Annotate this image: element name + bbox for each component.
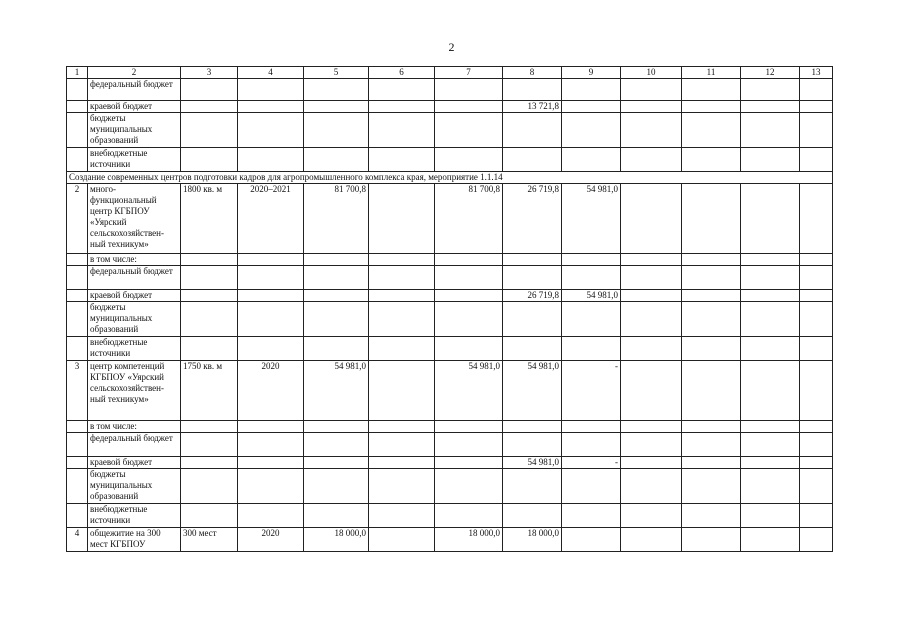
amount-cell	[503, 337, 562, 361]
table-cell	[682, 254, 741, 266]
item-name-cell: федеральный бюджет	[88, 266, 181, 290]
table-row	[67, 290, 833, 302]
table-cell	[181, 254, 238, 266]
amount-cell: 54 981,0	[562, 184, 621, 254]
table-cell	[682, 302, 741, 337]
item-name-cell: много-функциональный центр КГБПОУ «Уярский сельскохозяйствен-ный техникум»	[88, 184, 181, 254]
table-row	[67, 504, 833, 528]
period-cell	[238, 421, 304, 433]
period-cell	[238, 266, 304, 290]
table-cell	[741, 337, 800, 361]
row-number-cell	[67, 504, 88, 528]
amount-cell	[503, 421, 562, 433]
table-cell	[800, 79, 833, 101]
amount-cell	[435, 148, 503, 172]
column-number-cell: 11	[682, 67, 741, 79]
table-cell	[621, 113, 682, 148]
item-name-cell: краевой бюджет	[88, 101, 181, 113]
table-cell	[181, 433, 238, 457]
table-cell	[181, 504, 238, 528]
amount-cell	[503, 266, 562, 290]
table-cell	[800, 421, 833, 433]
section-row	[67, 172, 833, 184]
table-cell	[800, 504, 833, 528]
table-cell	[741, 254, 800, 266]
table-cell	[369, 421, 435, 433]
item-name-cell: федеральный бюджет	[88, 433, 181, 457]
amount-cell: 26 719,8	[503, 290, 562, 302]
table-cell: 1750 кв. м	[181, 361, 238, 421]
table-cell	[741, 148, 800, 172]
period-cell: 2020–2021	[238, 184, 304, 254]
period-cell: 2020	[238, 528, 304, 552]
table-cell	[682, 148, 741, 172]
amount-cell	[562, 302, 621, 337]
table-cell	[682, 421, 741, 433]
amount-cell: 18 000,0	[503, 528, 562, 552]
table-cell	[741, 79, 800, 101]
amount-cell: 18 000,0	[435, 528, 503, 552]
table-cell	[682, 528, 741, 552]
table-cell	[800, 148, 833, 172]
table-cell	[369, 528, 435, 552]
table-row	[67, 254, 833, 266]
table-cell	[682, 337, 741, 361]
table-cell	[621, 469, 682, 504]
amount-cell	[503, 79, 562, 101]
amount-cell	[562, 528, 621, 552]
period-cell	[238, 302, 304, 337]
table-cell	[800, 469, 833, 504]
amount-cell	[435, 266, 503, 290]
table-cell	[369, 504, 435, 528]
amount-cell	[435, 433, 503, 457]
table-cell	[369, 457, 435, 469]
amount-cell	[562, 421, 621, 433]
table-cell	[800, 254, 833, 266]
table-cell	[741, 290, 800, 302]
table-cell	[682, 290, 741, 302]
table-cell	[800, 457, 833, 469]
column-number-cell: 3	[181, 67, 238, 79]
table-cell	[369, 101, 435, 113]
amount-cell	[503, 504, 562, 528]
table-cell	[369, 254, 435, 266]
budget-table	[66, 66, 833, 552]
column-number-cell: 13	[800, 67, 833, 79]
amount-cell	[562, 504, 621, 528]
table-row	[67, 302, 833, 337]
row-number-cell	[67, 79, 88, 101]
period-cell	[238, 457, 304, 469]
table-row	[67, 361, 833, 421]
item-name-cell: в том числе:	[88, 254, 181, 266]
table-cell	[800, 528, 833, 552]
table-cell	[621, 266, 682, 290]
amount-cell	[562, 266, 621, 290]
table-cell	[800, 361, 833, 421]
table-cell	[369, 113, 435, 148]
table-cell	[621, 457, 682, 469]
row-number-cell: 4	[67, 528, 88, 552]
table-cell	[181, 469, 238, 504]
row-number-cell	[67, 101, 88, 113]
amount-cell	[503, 469, 562, 504]
amount-cell: -	[562, 457, 621, 469]
period-cell	[238, 433, 304, 457]
row-number-cell	[67, 433, 88, 457]
amount-cell	[304, 148, 369, 172]
item-name-cell: внебюджетные источники	[88, 337, 181, 361]
item-name-cell: бюджеты муниципальных образований	[88, 302, 181, 337]
row-number-cell	[67, 148, 88, 172]
column-number-cell: 9	[562, 67, 621, 79]
table-cell	[800, 302, 833, 337]
table-cell	[741, 421, 800, 433]
table-row	[67, 337, 833, 361]
period-cell	[238, 79, 304, 101]
amount-cell	[304, 302, 369, 337]
row-number-cell: 2	[67, 184, 88, 254]
item-name-cell: бюджеты муниципальных образований	[88, 113, 181, 148]
amount-cell	[435, 469, 503, 504]
amount-cell	[503, 113, 562, 148]
table-cell	[621, 528, 682, 552]
table-cell	[621, 504, 682, 528]
column-number-cell: 6	[369, 67, 435, 79]
table-cell	[682, 113, 741, 148]
column-number-cell: 12	[741, 67, 800, 79]
table-cell	[621, 337, 682, 361]
amount-cell	[435, 101, 503, 113]
amount-cell	[562, 148, 621, 172]
table-cell	[621, 433, 682, 457]
table-cell	[682, 184, 741, 254]
table-row	[67, 433, 833, 457]
amount-cell	[435, 504, 503, 528]
table-cell	[181, 266, 238, 290]
table-cell	[800, 337, 833, 361]
table-cell	[741, 361, 800, 421]
table-cell	[621, 79, 682, 101]
table-cell	[369, 302, 435, 337]
amount-cell	[435, 337, 503, 361]
table-row	[67, 101, 833, 113]
table-cell	[741, 113, 800, 148]
table-cell	[369, 290, 435, 302]
amount-cell: 13 721,8	[503, 101, 562, 113]
period-cell	[238, 337, 304, 361]
table-cell	[682, 433, 741, 457]
table-cell	[682, 79, 741, 101]
column-number-cell: 8	[503, 67, 562, 79]
amount-cell	[435, 457, 503, 469]
item-name-cell: в том числе:	[88, 421, 181, 433]
table-cell	[682, 504, 741, 528]
table-cell	[682, 361, 741, 421]
table-cell	[741, 101, 800, 113]
table-cell	[621, 290, 682, 302]
table-cell	[741, 266, 800, 290]
table-cell	[621, 101, 682, 113]
period-cell	[238, 469, 304, 504]
amount-cell: 81 700,8	[304, 184, 369, 254]
table-cell	[181, 302, 238, 337]
column-number-cell: 4	[238, 67, 304, 79]
column-number-row	[67, 67, 833, 79]
table-cell	[181, 79, 238, 101]
table-cell	[369, 361, 435, 421]
table-row	[67, 421, 833, 433]
row-number-cell: 3	[67, 361, 88, 421]
table-cell	[369, 433, 435, 457]
amount-cell	[304, 421, 369, 433]
amount-cell	[304, 290, 369, 302]
item-name-cell: бюджеты муниципальных образований	[88, 469, 181, 504]
table-cell	[369, 148, 435, 172]
amount-cell: 54 981,0	[304, 361, 369, 421]
row-number-cell	[67, 254, 88, 266]
amount-cell	[304, 457, 369, 469]
amount-cell	[435, 302, 503, 337]
amount-cell	[304, 254, 369, 266]
amount-cell	[503, 148, 562, 172]
column-number-cell: 1	[67, 67, 88, 79]
row-number-cell	[67, 113, 88, 148]
amount-cell	[435, 254, 503, 266]
table-row	[67, 79, 833, 101]
table-row	[67, 113, 833, 148]
table-cell	[621, 421, 682, 433]
amount-cell: 54 981,0	[503, 361, 562, 421]
amount-cell	[562, 101, 621, 113]
table-cell	[682, 469, 741, 504]
table-cell	[181, 457, 238, 469]
table-cell	[181, 113, 238, 148]
table-cell: 1800 кв. м	[181, 184, 238, 254]
row-number-cell	[67, 469, 88, 504]
row-number-cell	[67, 421, 88, 433]
period-cell	[238, 101, 304, 113]
table-cell	[621, 361, 682, 421]
row-number-cell	[67, 290, 88, 302]
row-number-cell	[67, 337, 88, 361]
row-number-cell	[67, 302, 88, 337]
table-row	[67, 184, 833, 254]
table-cell	[682, 457, 741, 469]
table-cell	[181, 421, 238, 433]
amount-cell	[304, 469, 369, 504]
amount-cell	[304, 113, 369, 148]
table-cell	[621, 184, 682, 254]
table-cell	[741, 184, 800, 254]
amount-cell	[435, 79, 503, 101]
amount-cell	[304, 266, 369, 290]
amount-cell: 54 981,0	[435, 361, 503, 421]
amount-cell	[562, 337, 621, 361]
table-cell	[621, 148, 682, 172]
table-cell	[369, 266, 435, 290]
period-cell	[238, 290, 304, 302]
column-number-cell: 5	[304, 67, 369, 79]
table-cell: 300 мест	[181, 528, 238, 552]
table-cell	[369, 337, 435, 361]
period-cell	[238, 148, 304, 172]
table-cell	[800, 266, 833, 290]
table-cell	[682, 266, 741, 290]
table-cell	[800, 113, 833, 148]
table-cell	[369, 184, 435, 254]
amount-cell	[304, 101, 369, 113]
amount-cell: 54 981,0	[503, 457, 562, 469]
table-cell	[369, 79, 435, 101]
amount-cell	[562, 254, 621, 266]
table-cell	[741, 433, 800, 457]
period-cell: 2020	[238, 361, 304, 421]
amount-cell: 26 719,8	[503, 184, 562, 254]
table-row	[67, 148, 833, 172]
amount-cell	[503, 254, 562, 266]
amount-cell: 81 700,8	[435, 184, 503, 254]
amount-cell	[562, 469, 621, 504]
table-row	[67, 457, 833, 469]
period-cell	[238, 254, 304, 266]
table-cell	[621, 254, 682, 266]
table-cell	[800, 101, 833, 113]
table-row	[67, 266, 833, 290]
period-cell	[238, 504, 304, 528]
page-number: 2	[448, 40, 455, 54]
amount-cell: -	[562, 361, 621, 421]
item-name-cell: общежитие на 300 мест КГБПОУ	[88, 528, 181, 552]
row-number-cell	[67, 266, 88, 290]
item-name-cell: краевой бюджет	[88, 457, 181, 469]
item-name-cell: федеральный бюджет	[88, 79, 181, 101]
amount-cell	[304, 337, 369, 361]
table-cell	[741, 469, 800, 504]
table-cell	[741, 504, 800, 528]
item-name-cell: внебюджетные источники	[88, 504, 181, 528]
table-cell	[800, 184, 833, 254]
row-number-cell	[67, 457, 88, 469]
table-cell	[741, 302, 800, 337]
table-cell	[369, 469, 435, 504]
table-cell	[181, 337, 238, 361]
item-name-cell: краевой бюджет	[88, 290, 181, 302]
period-cell	[238, 113, 304, 148]
amount-cell	[435, 290, 503, 302]
table-row	[67, 528, 833, 552]
amount-cell	[435, 113, 503, 148]
table-cell	[181, 101, 238, 113]
table-cell	[181, 148, 238, 172]
amount-cell: 18 000,0	[304, 528, 369, 552]
table-cell	[621, 302, 682, 337]
amount-cell	[304, 504, 369, 528]
table-cell	[741, 528, 800, 552]
table-cell	[800, 433, 833, 457]
amount-cell	[562, 79, 621, 101]
amount-cell	[562, 113, 621, 148]
amount-cell	[304, 433, 369, 457]
amount-cell	[304, 79, 369, 101]
table-cell	[800, 290, 833, 302]
table-row	[67, 469, 833, 504]
amount-cell: 54 981,0	[562, 290, 621, 302]
column-number-cell: 2	[88, 67, 181, 79]
amount-cell	[503, 433, 562, 457]
table-cell	[181, 290, 238, 302]
table-cell	[741, 457, 800, 469]
column-number-cell: 7	[435, 67, 503, 79]
item-name-cell: внебюджетные источники	[88, 148, 181, 172]
table-cell	[682, 101, 741, 113]
amount-cell	[435, 421, 503, 433]
section-title: Создание современных центров подготовки кадров для агропромышленного комплекса края, мероприятие 1.1.14	[67, 172, 833, 184]
item-name-cell: центр компетенций КГБПОУ «Уярский сельскохозяйствен-ный техникум»	[88, 361, 181, 421]
column-number-cell: 10	[621, 67, 682, 79]
amount-cell	[562, 433, 621, 457]
amount-cell	[503, 302, 562, 337]
